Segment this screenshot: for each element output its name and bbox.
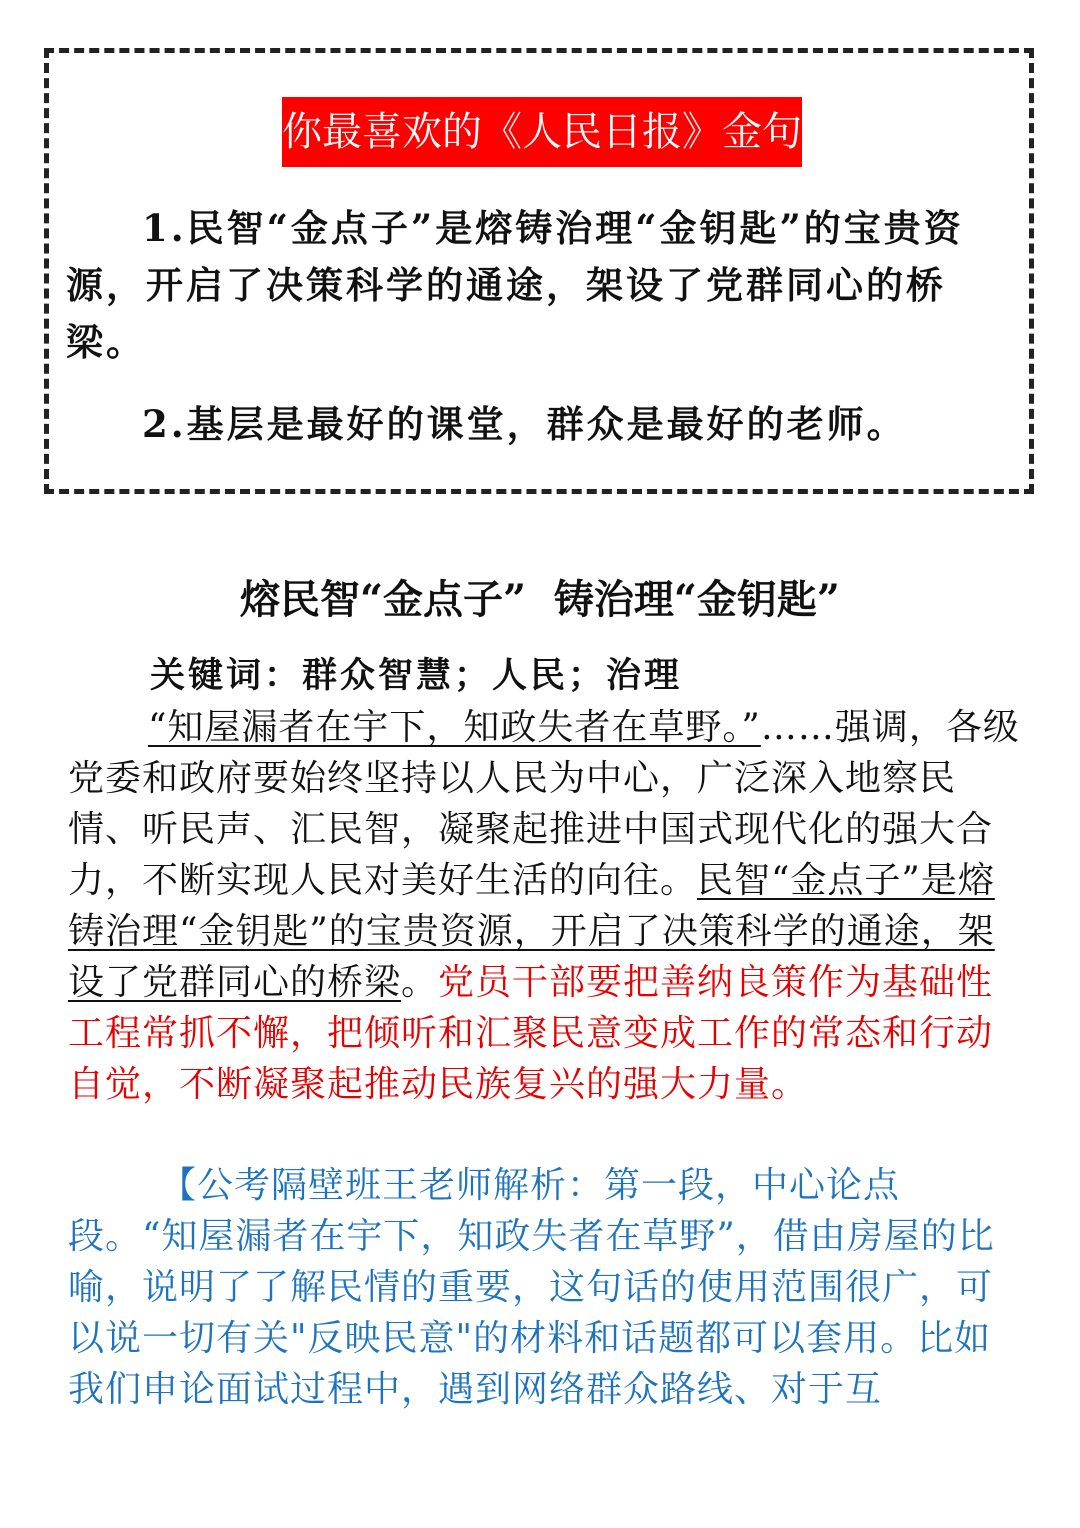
highlighted-red-text: 党员干部要把善纳良策作为基础性工程常抓不懈，把倾听和汇聚民意变成工作的常态和行动自觉，不断凝聚起推动民族复兴的强大力量。 <box>68 962 994 1105</box>
quoted-proverb: “知屋漏者在宇下，知政失者在草野。” <box>148 707 761 748</box>
article-paragraph <box>68 702 1026 1110</box>
article-keywords: 关键词：群众智慧；人民；治理 <box>150 655 683 696</box>
quote-1: 1.民智“金点子”是熔铸治理“金钥匙”的宝贵资源，开启了决策科学的通途，架设了党群同心的桥梁。 <box>66 206 964 364</box>
paragraph-period: 。 <box>401 962 439 1003</box>
underlined-key-sentence: 民智“金点子”是熔铸治理“金钥匙”的宝贵资源，开启了决策科学的通途，架设了党群同心的桥梁 <box>68 860 995 1003</box>
quote-2: 2.基层是最好的课堂，群众是最好的老师。 <box>142 402 907 446</box>
article-heading: 熔民智“金点子” 铸治理“金钥匙” <box>240 576 840 623</box>
box-title: 你最喜欢的《人民日报》金句 <box>282 97 802 167</box>
paragraph-text: ……强调，各级党委和政府要始终坚持以人民为中心，广泛深入地察民情、听民声、汇民智，凝聚起推进中国式现代化的强大合力，不断实现人民对美好生活的向往。 <box>68 707 1020 901</box>
teacher-analysis: 【公考隔壁班王老师解析：第一段，中心论点段。“知屋漏者在宇下，知政失者在草野”，借由房屋的比喻，说明了了解民情的重要，这句话的使用范围很广，可以说一切有关"反映民意"的材料和话题都可以套用。比如我们申论面试过程中，遇到网络群众路线、对于互 <box>68 1165 995 1410</box>
